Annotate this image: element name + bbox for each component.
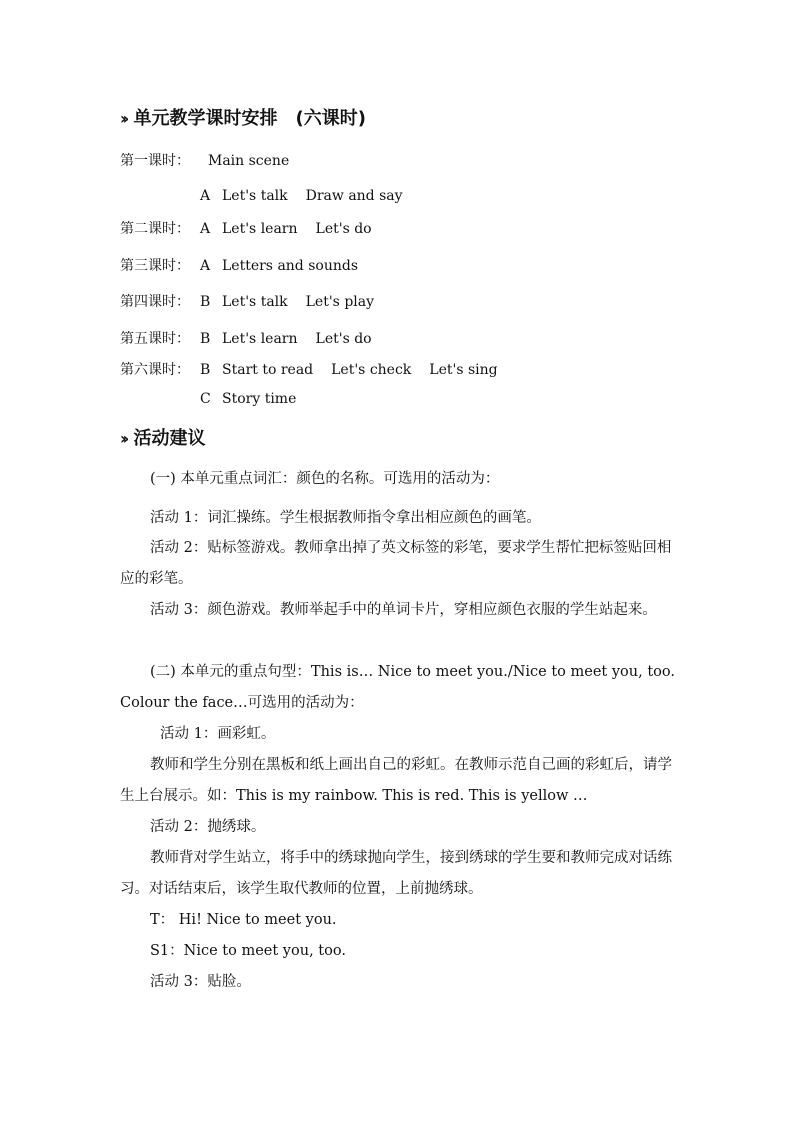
lesson-row (120, 390, 314, 408)
lesson-label: 第三课时： (120, 258, 190, 274)
lesson-item: Let's talk (222, 294, 288, 310)
lesson-item: Let's check (331, 362, 412, 378)
lesson-label: 第一课时： (120, 153, 190, 169)
lesson-item: Letters and sounds (222, 258, 359, 274)
paragraph: (一) 本单元重点词汇：颜色的名称。可选用的活动为： (150, 471, 500, 487)
lesson-section: B (200, 331, 211, 347)
lesson-row (120, 187, 421, 205)
lesson-row (120, 293, 392, 311)
heading-text: 单元教学课时安排 (六课时) (133, 108, 366, 129)
lesson-item: Let's sing (429, 362, 498, 378)
paragraph: T： Hi! Nice to meet you. (150, 912, 337, 928)
paragraph: S1：Nice to meet you, too. (150, 943, 346, 959)
section-heading-schedule (120, 104, 366, 130)
paragraph: 活动 2：贴标签游戏。教师拿出掉了英文标签的彩笔，要求学生帮忙把标签贴回相应的彩笔。 (120, 540, 672, 587)
lesson-row (120, 257, 376, 275)
lesson-item: Start to read (222, 362, 314, 378)
lesson-row (120, 361, 516, 379)
lesson-row (120, 220, 390, 238)
lesson-section: C (200, 391, 211, 407)
lesson-item: Let's do (315, 331, 372, 347)
paragraph: 教师和学生分别在黑板和纸上画出自己的彩虹。在教师示范自己画的彩虹后，请学生上台展示。如：This is my rainbow. This is red. This is yellow … (120, 757, 672, 804)
paragraph: 教师背对学生站立，将手中的绣球抛向学生，接到绣球的学生要和教师完成对话练习。对话结束后，该学生取代教师的位置，上前抛绣球。 (120, 850, 672, 897)
paragraph: (二) 本单元的重点句型：This is… Nice to meet you./Nice to meet you, too. Colour the face…可选用的活动为： (120, 664, 675, 711)
paragraph: 活动 1：词汇操练。学生根据教师指令拿出相应颜色的画笔。 (150, 510, 541, 526)
double-chevron-icon: ›› (120, 429, 126, 448)
paragraph: 活动 3：贴脸。 (150, 974, 251, 990)
lesson-label: 第二课时： (120, 221, 190, 237)
lesson-label: 第五课时： (120, 331, 190, 347)
lesson-item: Story time (222, 391, 297, 407)
double-chevron-icon: ›› (120, 109, 126, 128)
lesson-item: Let's learn (222, 221, 298, 237)
lesson-section: A (200, 258, 211, 274)
lesson-section: A (200, 188, 211, 204)
lesson-row (120, 152, 307, 170)
lesson-section: B (200, 294, 211, 310)
lesson-item: Let's learn (222, 331, 298, 347)
lesson-item: Let's play (305, 294, 375, 310)
heading-text: 活动建议 (133, 428, 206, 449)
lesson-row (120, 330, 390, 348)
lesson-section: A (200, 221, 211, 237)
lesson-item: Let's do (315, 221, 372, 237)
lesson-item: Let's talk (222, 188, 288, 204)
paragraph: 活动 2：抛绣球。 (150, 819, 266, 835)
paragraph: 活动 1：画彩虹。 (160, 726, 276, 742)
lesson-item: Main scene (208, 153, 290, 169)
lesson-section: B (200, 362, 211, 378)
lesson-label: 第六课时： (120, 362, 190, 378)
section-heading-activities (120, 424, 205, 450)
lesson-label: 第四课时： (120, 294, 190, 310)
lesson-item: Draw and say (305, 188, 403, 204)
paragraph: 活动 3：颜色游戏。教师举起手中的单词卡片，穿相应颜色衣服的学生站起来。 (150, 602, 657, 618)
